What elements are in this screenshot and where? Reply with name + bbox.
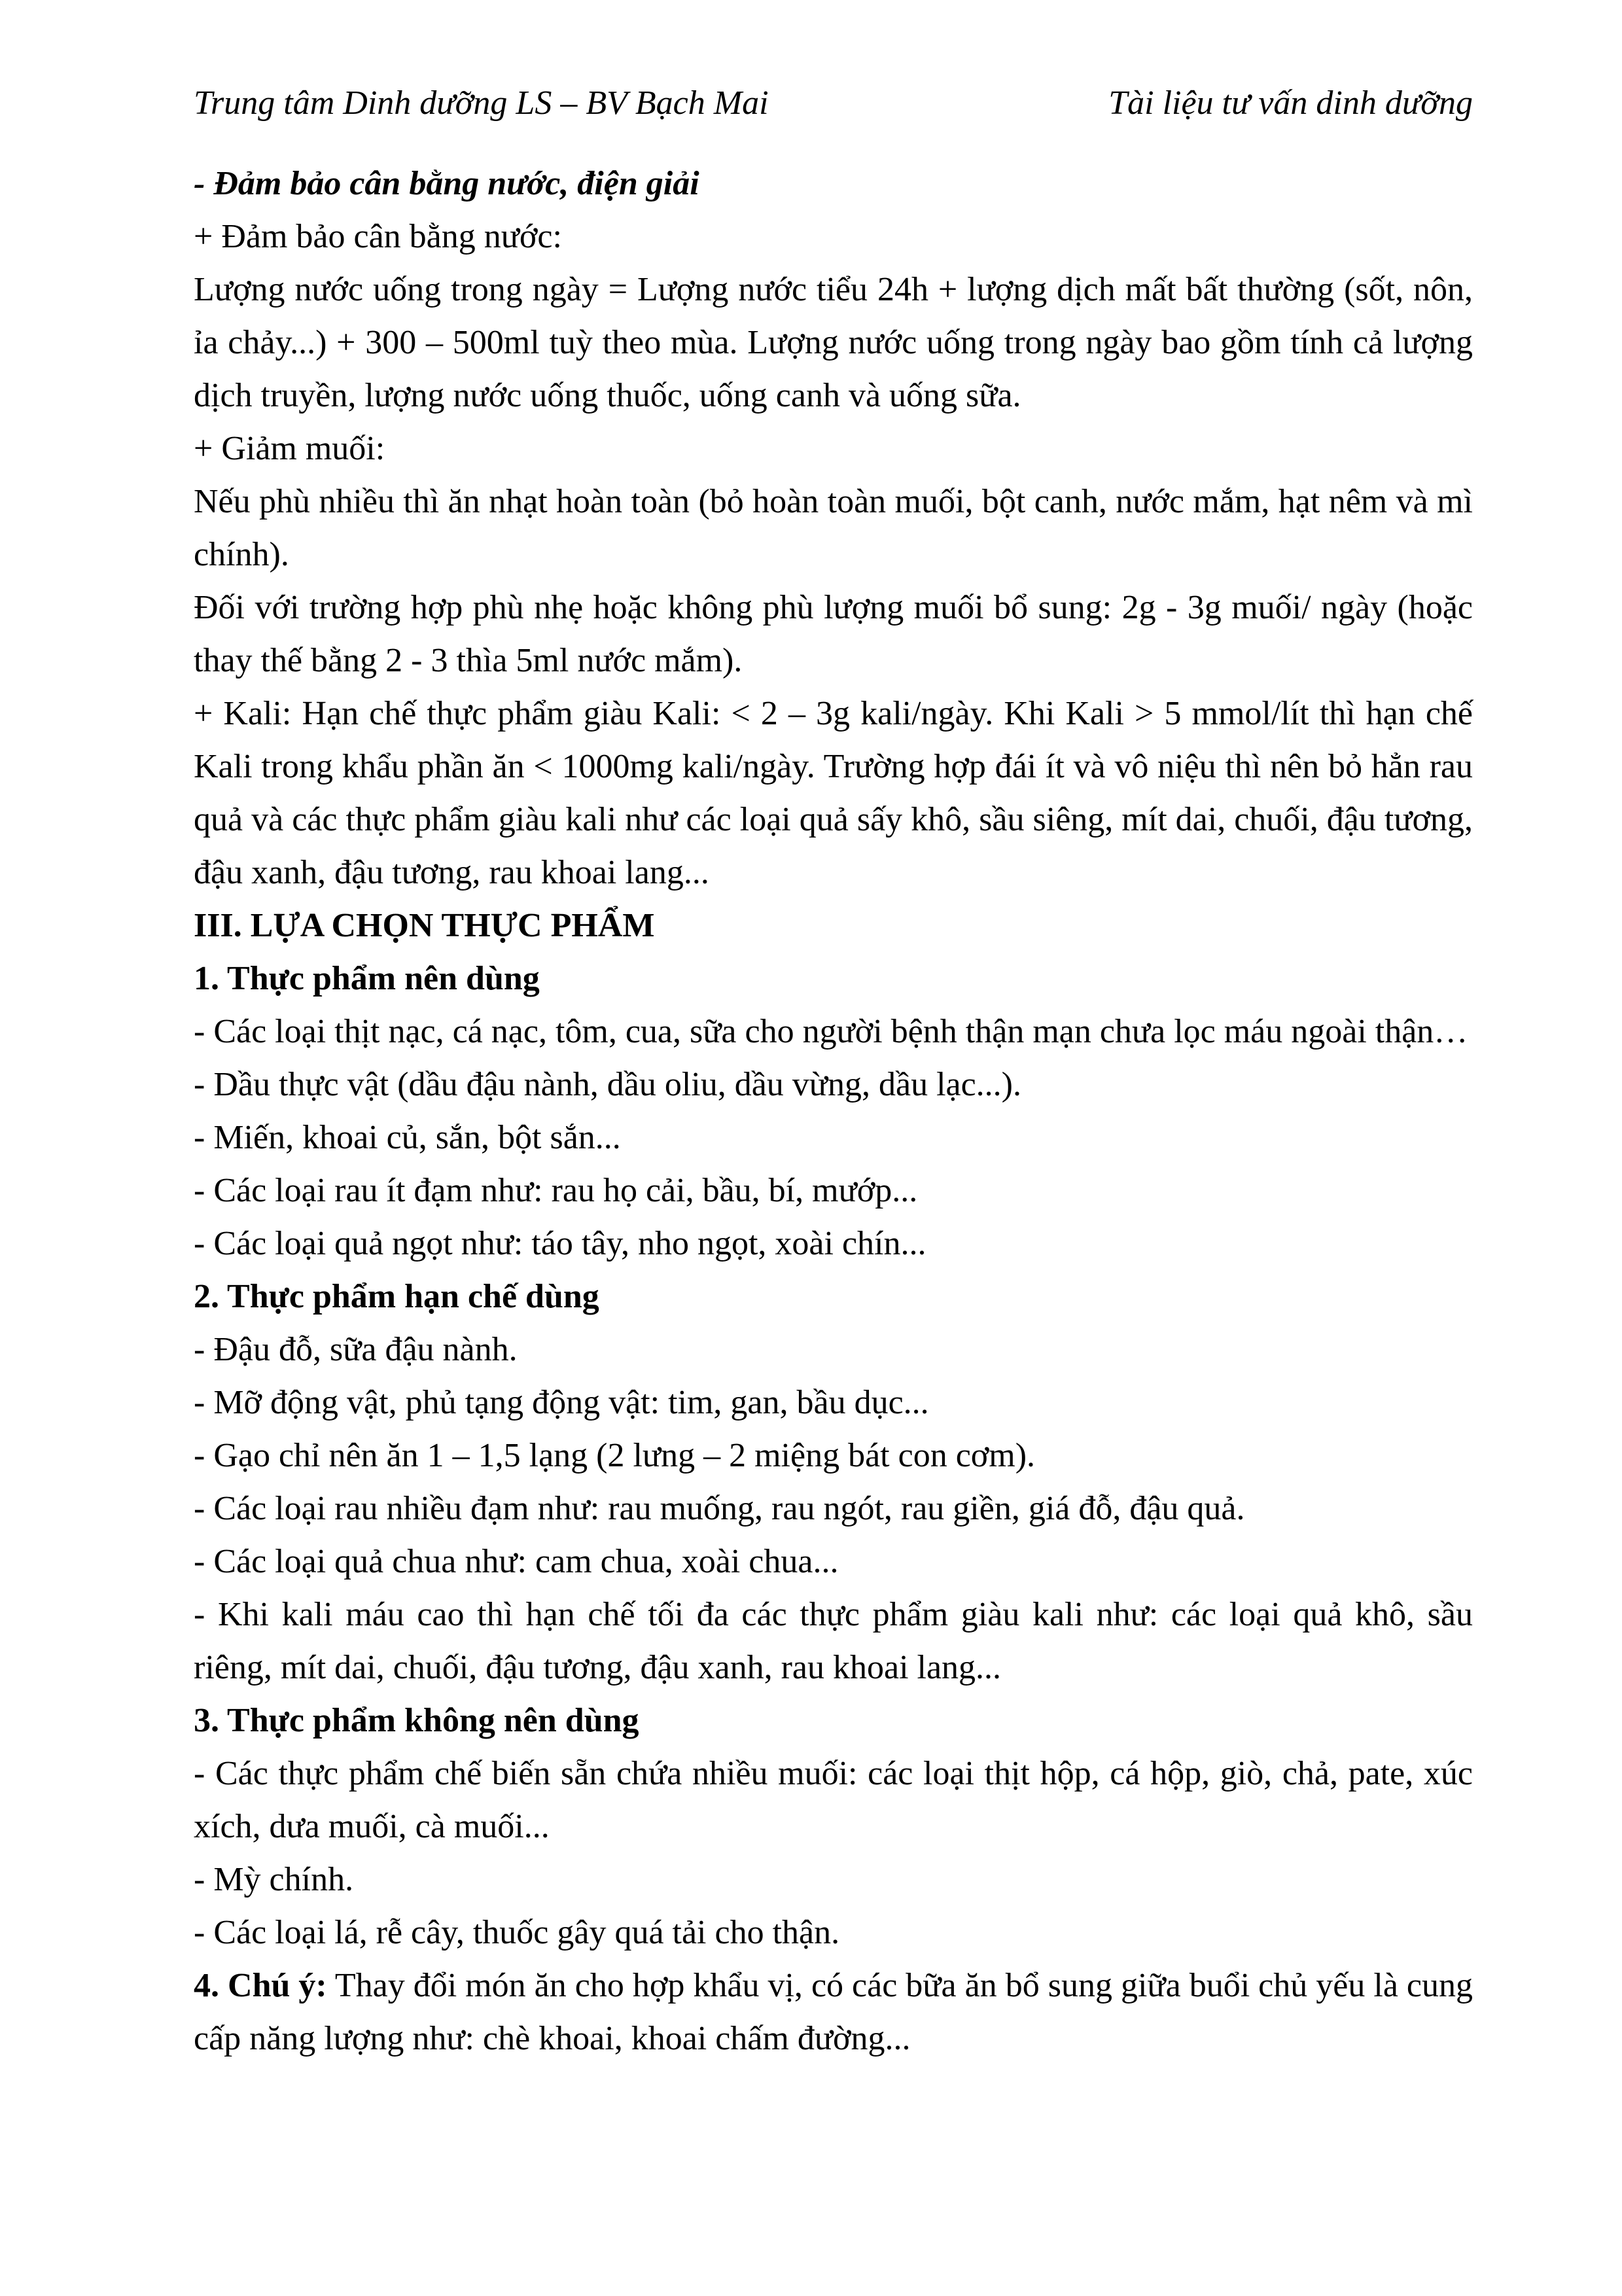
header-left: Trung tâm Dinh dưỡng LS – BV Bạch Mai bbox=[194, 84, 769, 122]
sub3-title: 3. Thực phẩm không nên dùng bbox=[194, 1702, 639, 1739]
list-item: - Các loại rau ít đạm như: rau họ cải, bầu, bí, mướp... bbox=[194, 1172, 918, 1209]
note-label: 4. Chú ý: bbox=[194, 1967, 327, 2004]
header-right: Tài liệu tư vấn dinh dưỡng bbox=[1108, 84, 1473, 122]
sub1-title: 1. Thực phẩm nên dùng bbox=[194, 960, 540, 997]
salt-label: + Giảm muối: bbox=[194, 430, 385, 467]
note-text: Thay đổi món ăn cho hợp khẩu vị, có các bữa ăn bổ sung giữa buổi chủ yếu là cung cấp năng lượng như: chè khoai, khoai chấm đường... bbox=[194, 1967, 1473, 2057]
list-item: - Các loại quả ngọt như: táo tây, nho ngọt, xoài chín... bbox=[194, 1225, 926, 1262]
document-body bbox=[194, 157, 1473, 2065]
list-item: - Mỡ động vật, phủ tạng động vật: tim, gan, bầu dục... bbox=[194, 1384, 929, 1421]
list-item: - Dầu thực vật (dầu đậu nành, dầu oliu, dầu vừng, dầu lạc...). bbox=[194, 1066, 1021, 1103]
salt-text-1: Nếu phù nhiều thì ăn nhạt hoàn toàn (bỏ hoàn toàn muối, bột canh, nước mắm, hạt nêm và mì chính). bbox=[194, 483, 1473, 573]
kali-text: + Kali: Hạn chế thực phẩm giàu Kali: < 2 – 3g kali/ngày. Khi Kali > 5 mmol/lít thì hạn chế Kali trong khẩu phần ăn < 1000mg kali/ngày. Trường hợp đái ít và vô niệu thì nên bỏ hẳn rau quả và các thực phẩm giàu kali như các loại quả sấy khô, sầu siêng, mít dai, chuối, đậu tương, đậu xanh, đậu tương, rau khoai lang... bbox=[194, 695, 1473, 891]
list-item: - Các thực phẩm chế biến sẵn chứa nhiều muối: các loại thịt hộp, cá hộp, giò, chả, pate, xúc xích, dưa muối, cà muối... bbox=[194, 1755, 1473, 1845]
list-item: - Đậu đỗ, sữa đậu nành. bbox=[194, 1331, 518, 1368]
list-item: - Gạo chỉ nên ăn 1 – 1,5 lạng (2 lưng – 2 miệng bát con cơm). bbox=[194, 1437, 1036, 1474]
list-item: - Miến, khoai củ, sắn, bột sắn... bbox=[194, 1119, 621, 1156]
sub2-title: 2. Thực phẩm hạn chế dùng bbox=[194, 1278, 599, 1315]
list-item: - Khi kali máu cao thì hạn chế tối đa các thực phẩm giàu kali như: các loại quả khô, sầu riêng, mít dai, chuối, đậu tương, đậu xanh, rau khoai lang... bbox=[194, 1596, 1473, 1686]
water-label: + Đảm bảo cân bằng nước: bbox=[194, 218, 562, 255]
list-item: - Các loại lá, rễ cây, thuốc gây quá tải cho thận. bbox=[194, 1914, 840, 1951]
list-item: - Các loại rau nhiều đạm như: rau muống, rau ngót, rau giền, giá đỗ, đậu quả. bbox=[194, 1490, 1245, 1527]
salt-text-2: Đối với trường hợp phù nhẹ hoặc không phù lượng muối bổ sung: 2g - 3g muối/ ngày (hoặc thay thế bằng 2 - 3 thìa 5ml nước mắm). bbox=[194, 589, 1473, 679]
section-3-title: III. LỰA CHỌN THỰC PHẨM bbox=[194, 907, 655, 944]
list-item: - Mỳ chính. bbox=[194, 1861, 354, 1898]
note-paragraph bbox=[194, 1959, 1473, 2065]
water-text: Lượng nước uống trong ngày = Lượng nước tiểu 24h + lượng dịch mất bất thường (sốt, nôn, ỉa chảy...) + 300 – 500ml tuỳ theo mùa. Lượng nước uống trong ngày bao gồm tính cả lượng dịch truyền, lượng nước uống thuốc, uống canh và uống sữa. bbox=[194, 271, 1473, 414]
page-header bbox=[194, 77, 1473, 130]
fluid-heading: - Đảm bảo cân bằng nước, điện giải bbox=[194, 165, 699, 202]
list-item: - Các loại thịt nạc, cá nạc, tôm, cua, sữa cho người bệnh thận mạn chưa lọc máu ngoài thận… bbox=[194, 1013, 1468, 1050]
list-item: - Các loại quả chua như: cam chua, xoài chua... bbox=[194, 1543, 839, 1580]
